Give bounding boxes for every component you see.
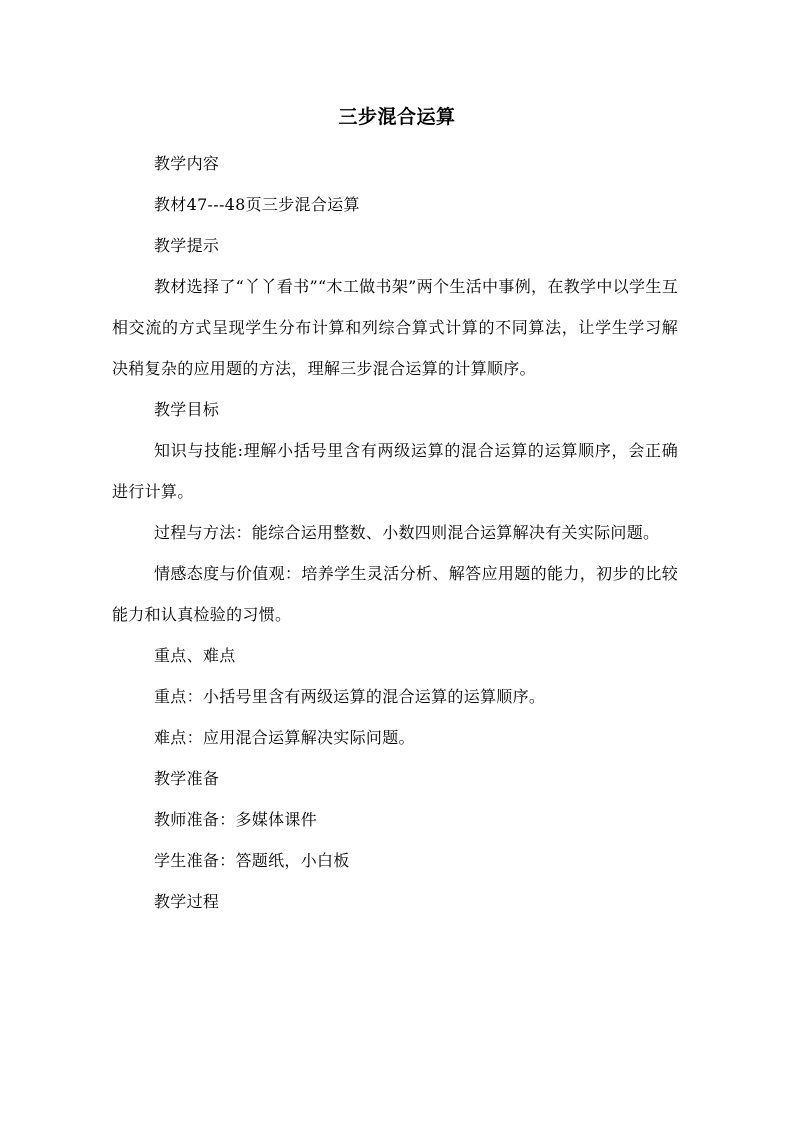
paragraph-teaching-tips: 教材选择了“丫丫看书”“木工做书架”两个生活中事例，在教学中以学生互相交流的方式呈现学生分布计算和列综合算式计算的不同算法，让学生学习解决稍复杂的应用题的方法，理解三步混合运算的计算顺序。 <box>112 277 678 378</box>
heading-teaching-preparation: 教学准备 <box>154 769 220 788</box>
heading-teaching-process: 教学过程 <box>154 892 220 911</box>
document-body <box>112 143 678 922</box>
paragraph-textbook-pages: 教材47---48页三步混合运算 <box>154 195 360 214</box>
document-title: 三步混合运算 <box>338 106 456 128</box>
paragraph-knowledge-skills: 知识与技能:理解小括号里含有两级运算的混合运算的运算顺序，会正确进行计算。 <box>112 441 678 501</box>
paragraph-key-point: 重点：小括号里含有两级运算的混合运算的运算顺序。 <box>154 687 546 706</box>
heading-teaching-goals: 教学目标 <box>154 400 220 419</box>
paragraph-difficult-point: 难点：应用混合运算解决实际问题。 <box>154 728 415 747</box>
heading-teaching-tips: 教学提示 <box>154 236 220 255</box>
paragraph-teacher-preparation: 教师准备：多媒体课件 <box>154 810 318 829</box>
heading-teaching-content: 教学内容 <box>154 154 220 173</box>
paragraph-student-preparation: 学生准备：答题纸，小白板 <box>154 851 350 870</box>
heading-key-difficult-points: 重点、难点 <box>154 646 236 665</box>
paragraph-attitude-values: 情感态度与价值观：培养学生灵活分析、解答应用题的能力，初步的比较能力和认真检验的习惯。 <box>112 564 678 624</box>
paragraph-process-methods: 过程与方法：能综合运用整数、小数四则混合运算解决有关实际问题。 <box>154 523 660 542</box>
